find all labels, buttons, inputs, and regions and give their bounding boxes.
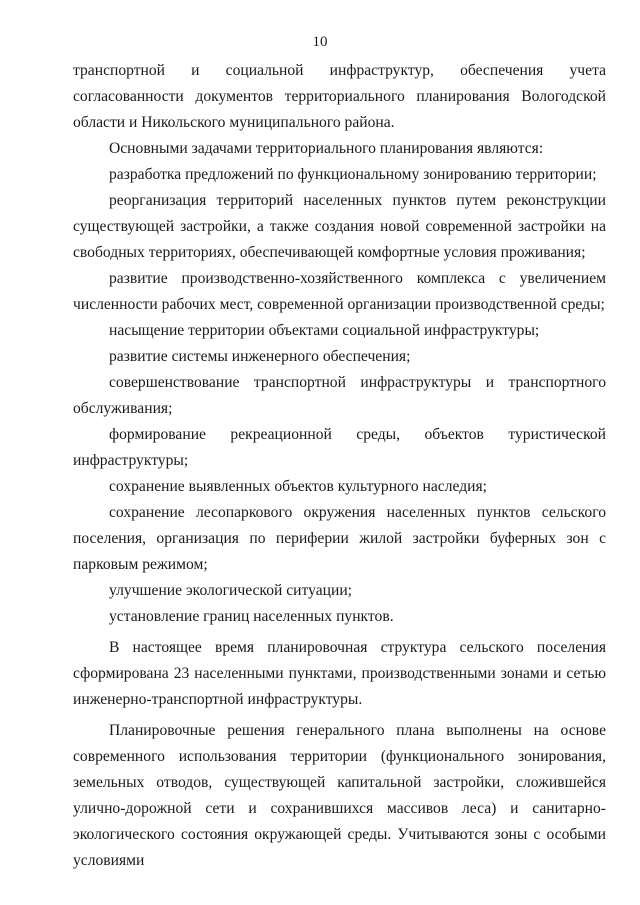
- body-text: [73, 58, 606, 874]
- list-item: сохранение выявленных объектов культурного наследия;: [109, 478, 488, 495]
- paragraph-continuation: транспортной и социальной инфраструктур, обеспечения учета согласованности документов территориального планирования Вологодской области и Никольского муниципального района.: [73, 62, 606, 131]
- list-item: развитие производственно-хозяйственного комплекса с увеличением численности рабочих мест, современной организации производственной среды;: [73, 270, 606, 313]
- paragraph-planning-structure: В настоящее время планировочная структура сельского поселения сформирована 23 населенными пунктами, производственными зонами и сетью инженерно-транспортной инфраструктуры.: [73, 639, 606, 708]
- list-item: развитие системы инженерного обеспечения;: [109, 348, 411, 365]
- page-number: 10: [312, 34, 328, 50]
- paragraph-tasks-intro: Основными задачами территориального планирования являются:: [109, 140, 544, 157]
- list-item: насыщение территории объектами социальной инфраструктуры;: [109, 322, 540, 339]
- list-item: реорганизация территорий населенных пунктов путем реконструкции существующей застройки, а также создания новой современной застройки на свободных территориях, обеспечивающей комфортные условия проживания;: [73, 192, 606, 261]
- list-item: улучшение экологической ситуации;: [109, 582, 353, 599]
- paragraph-planning-decisions: Планировочные решения генерального плана выполнены на основе современного использования территории (функционального зонирования, земельных отводов, существующей капитальной застройки, сложившейся улично-дорожной сети и сохранившихся массивов леса) и санитарно-экологического состояния окружающей среды. Учитываются зоны с особыми условиями: [73, 722, 606, 869]
- list-item: совершенствование транспортной инфраструктуры и транспортного обслуживания;: [73, 374, 606, 417]
- list-item: установление границ населенных пунктов.: [109, 608, 394, 625]
- list-item: сохранение лесопаркового окружения населенных пунктов сельского поселения, организация по периферии жилой застройки буферных зон с парковым режимом;: [73, 504, 606, 573]
- list-item: разработка предложений по функциональному зонированию территории;: [109, 166, 597, 183]
- list-item: формирование рекреационной среды, объектов туристической инфраструктуры;: [73, 426, 606, 469]
